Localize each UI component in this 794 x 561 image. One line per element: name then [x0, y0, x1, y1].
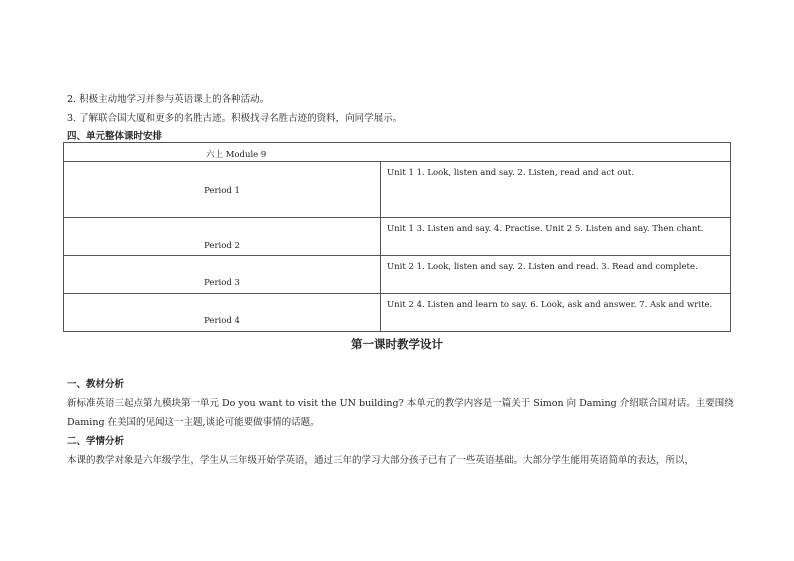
period-cell [64, 162, 381, 218]
lesson-title: 第一课时教学设计 [351, 337, 443, 351]
lesson-plan-table [63, 142, 731, 332]
content-cell: Unit 1 3. Listen and say. 4. Practise. Unit 2 5. Listen and say. Then chant. [381, 218, 731, 256]
table-row [64, 218, 731, 256]
textbook-analysis-line-1: 新标准英语三起点第九模块第一单元 Do you want to visit the UN building? 本单元的教学内容是一篇关于 Simon 向 Daming 介绍联合国对话。主要围绕 [67, 398, 734, 409]
period-cell [64, 218, 381, 256]
period-label: Period 2 [204, 241, 240, 251]
period-label: Period 4 [204, 316, 240, 326]
objective-item-3: 3. 了解联合国大厦和更多的名胜古迹。积极找寻名胜古迹的资料，向同学展示。 [67, 113, 403, 124]
student-analysis-line-1: 本课的教学对象是六年级学生，学生从三年级开始学英语，通过三年的学习大部分孩子已有了一些英语基础。大部分学生能用英语简单的表达，所以， [67, 455, 695, 466]
table-header-label: 六上 Module 9 [206, 150, 267, 160]
period-label: Period 3 [204, 278, 240, 288]
content-cell: Unit 2 4. Listen and learn to say. 6. Look, ask and answer. 7. Ask and write. [381, 294, 731, 332]
table-row [64, 294, 731, 332]
section-4-title: 四、单元整体课时安排 [67, 131, 163, 142]
period-cell [64, 256, 381, 294]
objective-item-2: 2. 积极主动地学习并参与英语课上的各种活动。 [67, 94, 270, 105]
textbook-analysis-line-2: Daming 在美国的见闻这一主题,谈论可能要做事情的话题。 [67, 417, 320, 428]
content-cell: Unit 1 1. Look, listen and say. 2. Listen, read and act out. [381, 162, 731, 218]
section-1-title: 一、教材分析 [67, 379, 125, 390]
table-header [64, 143, 731, 162]
table-row [64, 256, 731, 294]
content-cell: Unit 2 1. Look, listen and say. 2. Listen and read. 3. Read and complete. [381, 256, 731, 294]
period-cell [64, 294, 381, 332]
table-row [64, 162, 731, 218]
section-2-title: 二、学情分析 [67, 436, 125, 447]
period-label: Period 1 [204, 186, 240, 196]
